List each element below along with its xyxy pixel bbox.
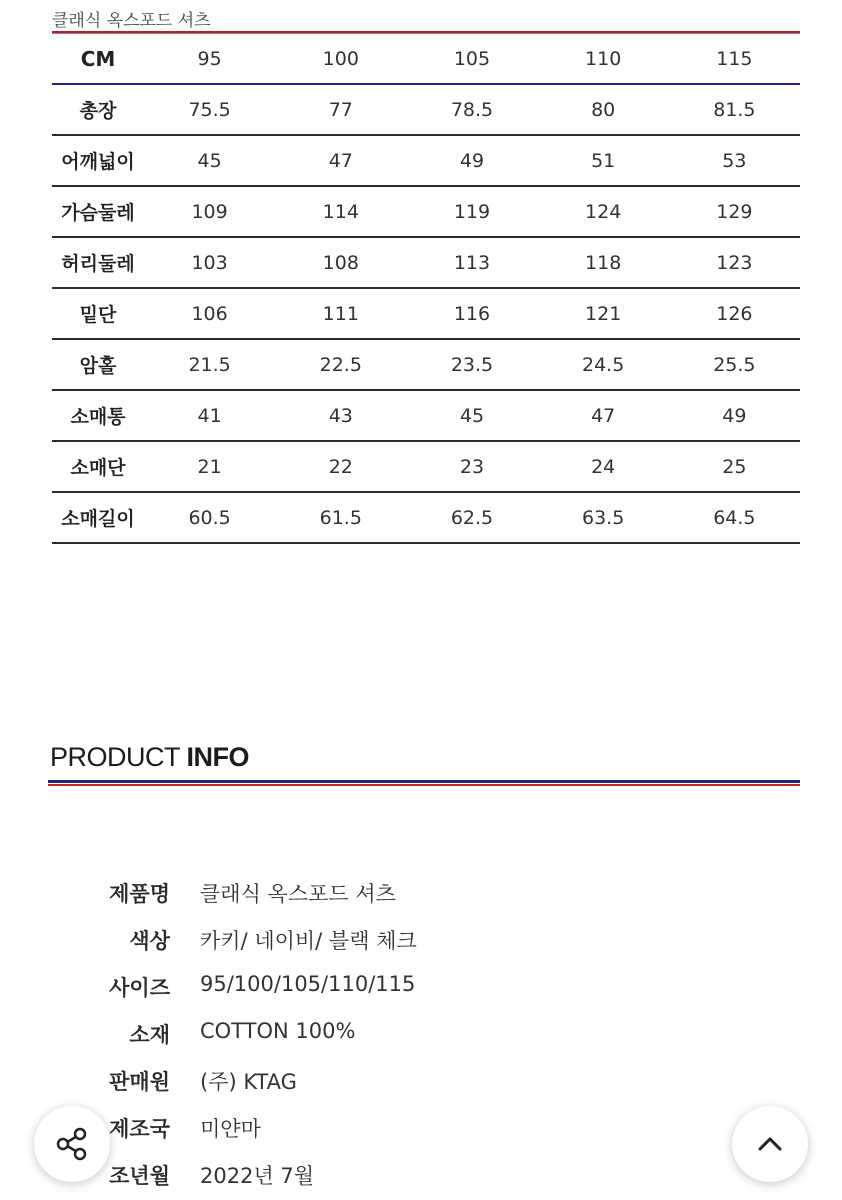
measure-value: 41 [144, 390, 275, 441]
measure-value: 111 [275, 288, 406, 339]
measure-value: 103 [144, 237, 275, 288]
measure-value: 81.5 [669, 84, 800, 135]
measure-value: 23.5 [406, 339, 537, 390]
measure-value: 21.5 [144, 339, 275, 390]
measure-value: 25 [669, 441, 800, 492]
measure-value: 78.5 [406, 84, 537, 135]
size-chart-title: 클래식 옥스포드 셔츠 [52, 11, 211, 31]
share-button[interactable] [34, 1106, 110, 1182]
measure-value: 63.5 [538, 492, 669, 543]
measure-row [52, 237, 800, 288]
size-cell: 115 [669, 34, 800, 84]
measure-value: 25.5 [669, 339, 800, 390]
info-value: 95/100/105/110/115 [200, 972, 416, 996]
measure-label: 소매통 [52, 390, 144, 441]
share-icon [52, 1124, 92, 1164]
measure-row [52, 339, 800, 390]
measure-row [52, 288, 800, 339]
measure-value: 126 [669, 288, 800, 339]
size-cell: 105 [406, 34, 537, 84]
measure-value: 113 [406, 237, 537, 288]
size-chart-table [52, 34, 800, 544]
info-value: 카키/ 네이비/ 블랙 체크 [200, 929, 417, 953]
measure-label: 소매길이 [52, 492, 144, 543]
product-info-divider-navy [48, 780, 800, 783]
measure-row [52, 492, 800, 543]
measure-row [52, 186, 800, 237]
measure-value: 45 [144, 135, 275, 186]
measure-value: 118 [538, 237, 669, 288]
measure-value: 123 [669, 237, 800, 288]
measure-value: 21 [144, 441, 275, 492]
measure-value: 49 [406, 135, 537, 186]
unit-label: CM [52, 34, 144, 84]
info-key: 색상 [129, 929, 170, 953]
chevron-up-icon [752, 1126, 788, 1162]
info-value: (주) KTAG [200, 1070, 297, 1094]
measure-value: 43 [275, 390, 406, 441]
measure-value: 108 [275, 237, 406, 288]
scroll-top-button[interactable] [732, 1106, 808, 1182]
info-row-color [0, 925, 842, 965]
measure-value: 24 [538, 441, 669, 492]
measure-value: 116 [406, 288, 537, 339]
measure-value: 22 [275, 441, 406, 492]
info-value: 클래식 옥스포드 셔츠 [200, 882, 396, 906]
measure-value: 23 [406, 441, 537, 492]
measure-value: 49 [669, 390, 800, 441]
measure-value: 47 [538, 390, 669, 441]
size-cell: 100 [275, 34, 406, 84]
measure-value: 80 [538, 84, 669, 135]
measure-label: 가슴둘레 [52, 186, 144, 237]
size-cell: 95 [144, 34, 275, 84]
measure-label: 허리둘레 [52, 237, 144, 288]
measure-row [52, 390, 800, 441]
info-row-product-name [0, 878, 842, 918]
measure-value: 124 [538, 186, 669, 237]
size-header-row [52, 34, 800, 84]
info-row-material [0, 1019, 842, 1059]
info-key: 판매원 [109, 1070, 170, 1094]
measure-value: 62.5 [406, 492, 537, 543]
measure-value: 53 [669, 135, 800, 186]
measure-row [52, 84, 800, 135]
size-cell: 110 [538, 34, 669, 84]
measure-label: 총장 [52, 84, 144, 135]
info-key: 사이즈 [109, 976, 170, 1000]
measure-value: 77 [275, 84, 406, 135]
measure-value: 119 [406, 186, 537, 237]
product-info-heading-bold: INFO [186, 742, 250, 772]
measure-label: 소매단 [52, 441, 144, 492]
measure-value: 75.5 [144, 84, 275, 135]
measure-row [52, 135, 800, 186]
product-info-heading [50, 742, 249, 773]
info-key: 제조국 [109, 1117, 170, 1141]
info-row-manufacture-date [0, 1160, 842, 1200]
info-row-seller [0, 1066, 842, 1106]
measure-value: 24.5 [538, 339, 669, 390]
measure-label: 밑단 [52, 288, 144, 339]
measure-value: 22.5 [275, 339, 406, 390]
measure-label: 어깨넓이 [52, 135, 144, 186]
measure-value: 60.5 [144, 492, 275, 543]
measure-value: 106 [144, 288, 275, 339]
measure-row [52, 441, 800, 492]
measure-value: 47 [275, 135, 406, 186]
info-row-size [0, 972, 842, 1012]
product-info-heading-light: PRODUCT [50, 742, 180, 772]
info-key: 제품명 [109, 882, 170, 906]
info-row-origin [0, 1113, 842, 1153]
product-info-divider-red [48, 784, 800, 786]
info-value: COTTON 100% [200, 1019, 356, 1043]
info-key: 소재 [129, 1023, 170, 1047]
measure-value: 61.5 [275, 492, 406, 543]
info-value: 미얀마 [200, 1117, 261, 1141]
measure-value: 114 [275, 186, 406, 237]
measure-value: 64.5 [669, 492, 800, 543]
measure-label: 암홀 [52, 339, 144, 390]
info-value: 2022년 7월 [200, 1164, 315, 1188]
measure-value: 51 [538, 135, 669, 186]
measure-value: 129 [669, 186, 800, 237]
measure-value: 109 [144, 186, 275, 237]
info-key: 조년월 [109, 1164, 170, 1188]
measure-value: 121 [538, 288, 669, 339]
measure-value: 45 [406, 390, 537, 441]
